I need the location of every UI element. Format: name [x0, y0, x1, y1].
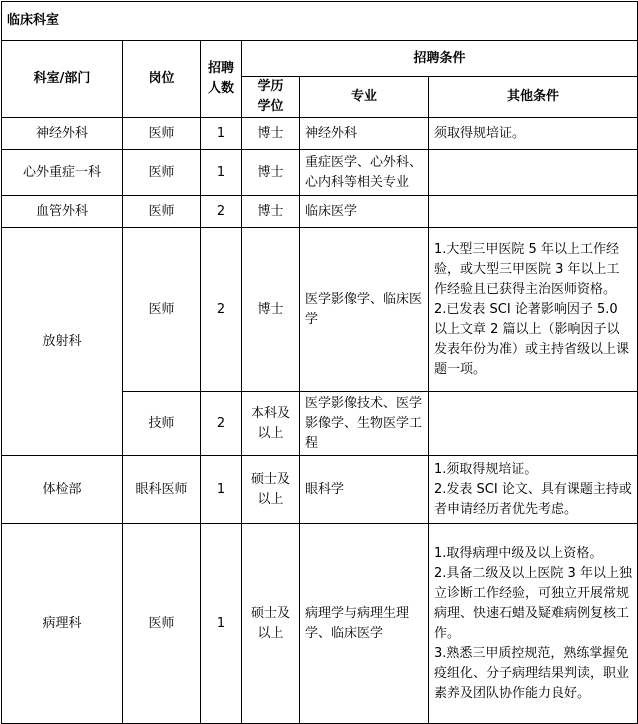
cell-major: 重症医学、心外科、心内科等相关专业	[300, 150, 429, 196]
cell-dept: 血管外科	[2, 196, 123, 228]
cell-major: 医学影像学、临床医学	[300, 228, 429, 392]
cell-education: 博士	[242, 150, 300, 196]
cell-count: 2	[201, 196, 242, 228]
cell-dept: 神经外科	[2, 118, 123, 150]
cell-dept: 体检部	[2, 456, 123, 524]
cell-count: 2	[201, 392, 242, 456]
table-row	[2, 524, 638, 724]
cell-education: 硕士及以上	[242, 524, 300, 724]
cell-other: 须取得规培证。	[429, 118, 638, 150]
cell-other: 1.大型三甲医院 5 年以上工作经验，或大型三甲医院 3 年以上工作经验且已获得主治医师资格。 2.已发表 SCI 论著影响因子 5.0 以上文章 2 篇以上（影响因子以发表年份为准）或主持省级以上课题一项。	[429, 228, 638, 392]
cell-count: 1	[201, 524, 242, 724]
header-education: 学历 学位	[242, 77, 300, 118]
cell-other	[429, 392, 638, 456]
cell-major: 临床医学	[300, 196, 429, 228]
table-row	[2, 228, 638, 392]
header-position: 岗位	[123, 41, 201, 118]
cell-major: 病理学与病理生理学、临床医学	[300, 524, 429, 724]
cell-education: 硕士及以上	[242, 456, 300, 524]
recruitment-table	[1, 1, 638, 724]
header-other: 其他条件	[429, 77, 638, 118]
cell-position: 医师	[123, 150, 201, 196]
cell-dept: 放射科	[2, 228, 123, 456]
cell-position: 眼科医师	[123, 456, 201, 524]
table-row	[2, 196, 638, 228]
cell-education: 博士	[242, 196, 300, 228]
cell-position: 医师	[123, 196, 201, 228]
header-conditions: 招聘条件	[242, 41, 638, 77]
cell-major: 医学影像技术、医学影像学、生物医学工程	[300, 392, 429, 456]
cell-position: 医师	[123, 524, 201, 724]
table-row	[2, 456, 638, 524]
cell-count: 1	[201, 456, 242, 524]
table-caption: 临床科室	[2, 2, 638, 41]
header-dept: 科室/部门	[2, 41, 123, 118]
cell-other	[429, 150, 638, 196]
cell-other: 1.须取得规培证。 2.发表 SCI 论文、具有课题主持或者申请经历者优先考虑。	[429, 456, 638, 524]
cell-position: 医师	[123, 228, 201, 392]
cell-education: 博士	[242, 118, 300, 150]
table-row	[2, 118, 638, 150]
cell-position: 医师	[123, 118, 201, 150]
header-count: 招聘 人数	[201, 41, 242, 118]
cell-major: 神经外科	[300, 118, 429, 150]
cell-position: 技师	[123, 392, 201, 456]
cell-count: 2	[201, 228, 242, 392]
cell-dept: 心外重症一科	[2, 150, 123, 196]
cell-count: 1	[201, 118, 242, 150]
cell-count: 1	[201, 150, 242, 196]
cell-education: 博士	[242, 228, 300, 392]
cell-education: 本科及以上	[242, 392, 300, 456]
cell-other: 1.取得病理中级及以上资格。 2.具备二级及以上医院 3 年以上独立诊断工作经验，可独立开展常规病理、快速石蜡及疑难病例复核工作。 3.熟悉三甲质控规范，熟练掌握免疫组化、分子病理结果判读，职业素养及团队协作能力良好。	[429, 524, 638, 724]
cell-major: 眼科学	[300, 456, 429, 524]
header-major: 专业	[300, 77, 429, 118]
cell-dept: 病理科	[2, 524, 123, 724]
table-row	[2, 150, 638, 196]
cell-other	[429, 196, 638, 228]
